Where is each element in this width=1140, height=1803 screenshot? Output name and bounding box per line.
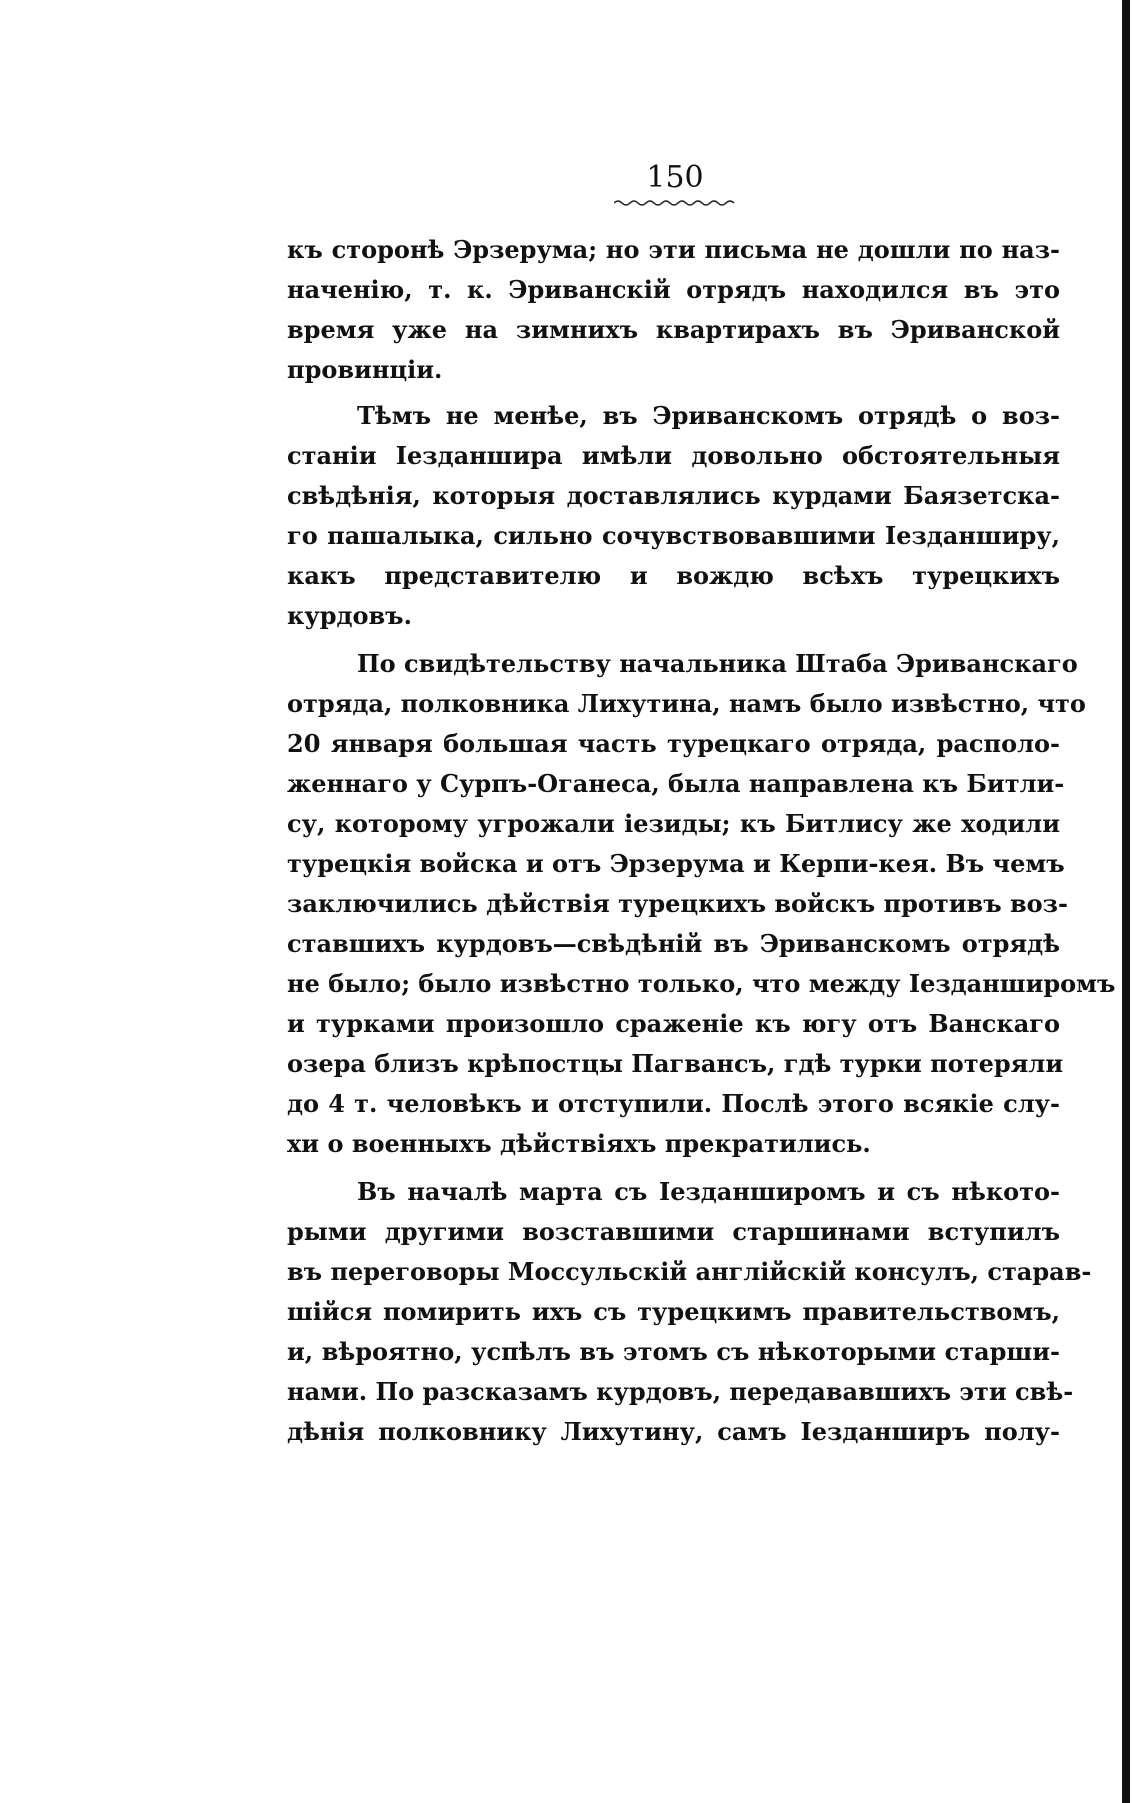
- wavy-rule-ornament: [614, 198, 738, 208]
- text-line: ставшихъ курдовъ—свѣдѣній въ Эриванскомъ отрядѣ: [287, 929, 1060, 958]
- text-line: дѣнія полковнику Лихутину, самъ Іезданширъ полу-: [287, 1417, 1060, 1446]
- text-line: наченію, т. к. Эриванскій отрядъ находился въ это: [287, 275, 1060, 304]
- text-line: провинціи.: [287, 355, 443, 384]
- text-line: до 4 т. человѣкъ и отступили. Послѣ этого всякіе слу-: [287, 1089, 1060, 1118]
- text-line: турецкія войска и отъ Эрзерума и Керпи-кея. Въ чемъ: [287, 849, 1065, 878]
- text-line: время уже на зимнихъ квартирахъ въ Эриванской: [287, 315, 1060, 344]
- text-line: свѣдѣнія, которыя доставлялись курдами Баязетска-: [287, 481, 1060, 510]
- text-line: су, которому угрожали іезиды; къ Битлису же ходили: [287, 809, 1060, 838]
- paragraph-start-line: По свидѣтельству начальника Штаба Эриванскаго: [357, 649, 1078, 678]
- text-line: заключились дѣйствія турецкихъ войскъ противъ воз-: [287, 889, 1068, 918]
- paragraph-start-line: Въ началѣ марта съ Іезданширомъ и съ нѣкото-: [357, 1177, 1060, 1206]
- text-line: отряда, полковника Лихутина, намъ было извѣстно, что: [287, 689, 1086, 718]
- text-line: курдовъ.: [287, 601, 412, 630]
- paragraph-start-line: Тѣмъ не менѣе, въ Эриванскомъ отрядѣ о воз-: [357, 401, 1060, 430]
- text-line: къ сторонѣ Эрзерума; но эти письма не дошли по наз-: [287, 235, 1060, 264]
- text-line: въ переговоры Моссульскій англійскій консулъ, старав-: [287, 1257, 1092, 1286]
- text-line: и, вѣроятно, успѣлъ въ этомъ съ нѣкоторыми старши-: [287, 1337, 1060, 1366]
- text-line: какъ представителю и вождю всѣхъ турецкихъ: [287, 561, 1060, 590]
- text-line: и турками произошло сраженіе къ югу отъ Ванскаго: [287, 1009, 1060, 1038]
- text-line: нами. По разсказамъ курдовъ, передававшихъ эти свѣ-: [287, 1377, 1074, 1406]
- text-line: озера близъ крѣпостцы Пагвансъ, гдѣ турки потеряли: [287, 1049, 1064, 1078]
- page-number: 150: [646, 160, 704, 195]
- text-line: шійся помирить ихъ съ турецкимъ правительствомъ,: [287, 1297, 1060, 1326]
- text-line: рыми другими возставшими старшинами вступилъ: [287, 1217, 1060, 1246]
- text-line: станіи Іезданшира имѣли довольно обстоятельныя: [287, 441, 1060, 470]
- text-line: хи о военныхъ дѣйствіяхъ прекратились.: [287, 1129, 871, 1158]
- text-line: 20 января большая часть турецкаго отряда, располо-: [287, 729, 1060, 758]
- text-line: не было; было извѣстно только, что между Іезданширомъ: [287, 969, 1116, 998]
- text-line: женнаго у Сурпъ-Оганеса, была направлена къ Битли-: [287, 769, 1065, 798]
- text-line: го пашалыка, сильно сочувствовавшими Іезданширу,: [287, 521, 1060, 550]
- page-edge-border: [1122, 0, 1130, 1803]
